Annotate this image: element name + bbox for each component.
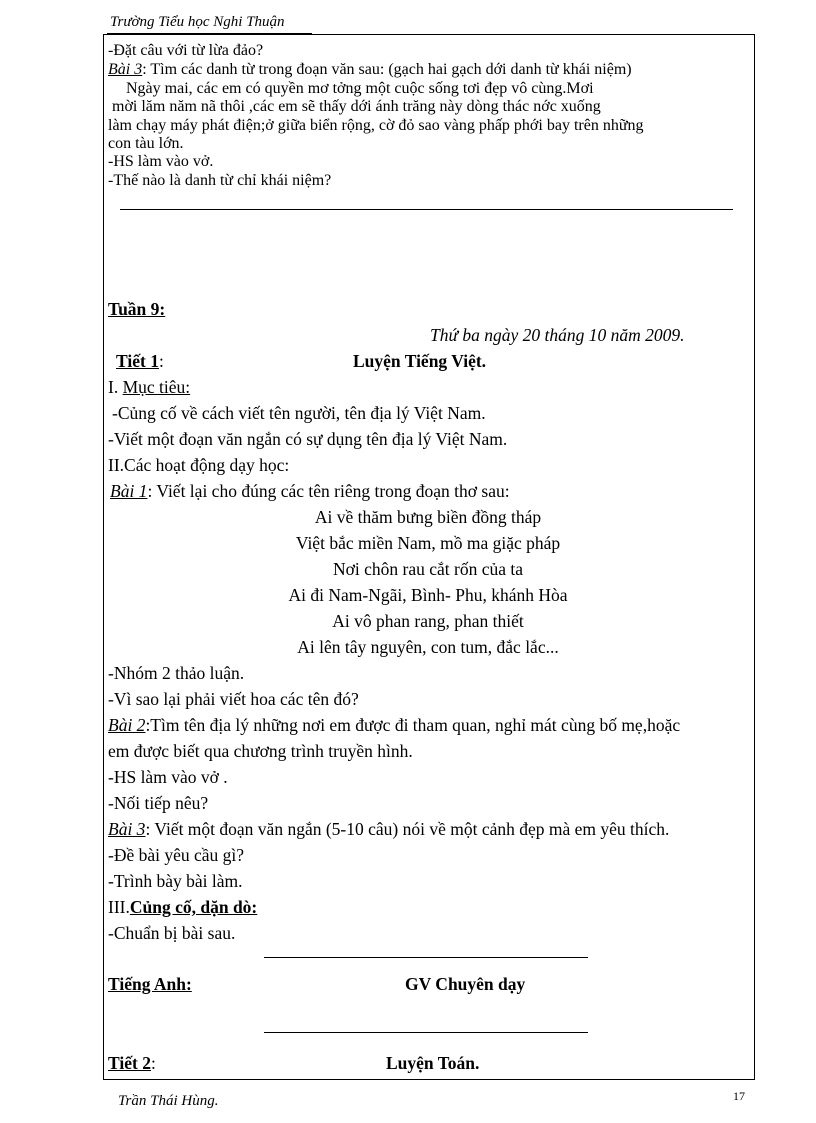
english-label: Tiếng Anh:: [108, 974, 192, 994]
poem-line: Ai đi Nam-Ngãi, Bình- Phu, khánh Hòa: [288, 585, 568, 605]
lesson-2-title: Luyện Toán.: [386, 1053, 480, 1073]
week-heading: Tuần 9:: [108, 299, 166, 319]
poem-line: Ai vô phan rang, phan thiết: [332, 611, 524, 631]
bai2-label: Bài 2: [108, 715, 146, 735]
bai1-label: Bài 1: [110, 481, 148, 501]
top-line-5: -HS làm vào vở.: [108, 153, 214, 170]
group-discussion: -Nhóm 2 thảo luận.: [108, 663, 245, 683]
bai3-line: [108, 819, 669, 840]
period-2-label: Tiết 2: [108, 1053, 151, 1073]
top-line-1: -Đặt câu với từ lừa đảo?: [108, 42, 264, 59]
divider-2: [264, 1032, 588, 1033]
bai3-label: Bài 3: [108, 819, 146, 839]
hs-notebook: -HS làm vào vở .: [108, 767, 228, 787]
lesson-date: Thứ ba ngày 20 tháng 10 năm 2009.: [430, 325, 685, 345]
consolidate-heading: [108, 897, 257, 918]
passage-line-2: mời lăm năm nã thôi ,các em sẽ thấy dới ánh trăng này dòng thác nớc xuống: [112, 98, 601, 115]
page-number: 17: [733, 1089, 745, 1103]
period-2-label-line: [108, 1053, 156, 1074]
bai2-line-2: em được biết qua chương trình truyền hình.: [108, 741, 413, 761]
author-name: Trần Thái Hùng.: [118, 1093, 219, 1109]
goal-1: -Củng cố về cách viết tên người, tên địa lý Việt Nam.: [112, 403, 486, 423]
passage-line-3: làm chạy máy phát điện;ở giữa biển rộng, cờ đỏ sao vàng phấp phới bay trên những: [108, 117, 644, 134]
poem-line: Nơi chôn rau cắt rốn của ta: [332, 559, 523, 579]
bai3-text: : Viết một đoạn văn ngắn (5-10 câu) nói về một cảnh đẹp mà em yêu thích.: [145, 819, 670, 839]
bai1-text: : Viết lại cho đúng các tên riêng trong đoạn thơ sau:: [147, 481, 510, 501]
section-divider: [120, 209, 733, 210]
poem-line: Ai lên tây nguyên, con tum, đắc lắc...: [297, 637, 559, 657]
passage-line-4: con tàu lớn.: [108, 135, 184, 152]
bai2-text: :Tìm tên địa lý những nơi em được đi tham quan, nghỉ mát cùng bố mẹ,hoặc: [145, 715, 681, 735]
bai3-top-label: Bài 3: [108, 61, 143, 78]
requirement-question: -Đề bài yêu cầu gì?: [108, 845, 245, 865]
goals-heading: [108, 377, 190, 398]
goal-2: -Viết một đoạn văn ngắn có sự dụng tên địa lý Việt Nam.: [108, 429, 508, 449]
bai2-line: [108, 715, 680, 736]
school-header: Trường Tiểu học Nghi Thuận: [110, 14, 285, 30]
period-1-label-line: [116, 351, 164, 372]
period-1-colon: :: [158, 351, 164, 371]
divider-1: [264, 957, 588, 958]
top-line-6: -Thế nào là danh từ chỉ khái niệm?: [108, 172, 332, 189]
prepare-next: -Chuẩn bị bài sau.: [108, 923, 236, 943]
bai1-line: [110, 481, 510, 502]
goals-prefix: I.: [108, 377, 123, 397]
english-teacher: GV Chuyên dạy: [405, 974, 526, 994]
why-question: -Vì sao lại phải viết hoa các tên đó?: [108, 689, 359, 709]
poem-line: Việt bắc miền Nam, mồ ma giặc pháp: [295, 533, 561, 553]
bai3-top-text: : Tìm các danh từ trong đoạn văn sau: (gạch hai gạch dới danh từ khái niệm): [142, 61, 632, 78]
continue-say: -Nối tiếp nêu?: [108, 793, 209, 813]
goals-label: Mục tiêu:: [122, 377, 191, 397]
period-2-colon: :: [150, 1053, 156, 1073]
activities-heading: II.Các hoạt động dạy học:: [108, 455, 290, 475]
top-bai3-line: [108, 61, 632, 78]
lesson-1-title: Luyện Tiếng Việt.: [353, 351, 487, 371]
consolidate-prefix: III.: [108, 897, 130, 917]
period-1-label: Tiết 1: [116, 351, 159, 371]
present-work: -Trình bày bài làm.: [108, 871, 243, 891]
poem-line: Ai về thăm bưng biền đồng tháp: [314, 507, 542, 527]
consolidate-label: Củng cố, dặn dò:: [129, 897, 258, 917]
passage-line-1: Ngày mai, các em có quyền mơ tởng một cuộc sống tơi đẹp vô cùng.Mơi: [126, 80, 594, 97]
